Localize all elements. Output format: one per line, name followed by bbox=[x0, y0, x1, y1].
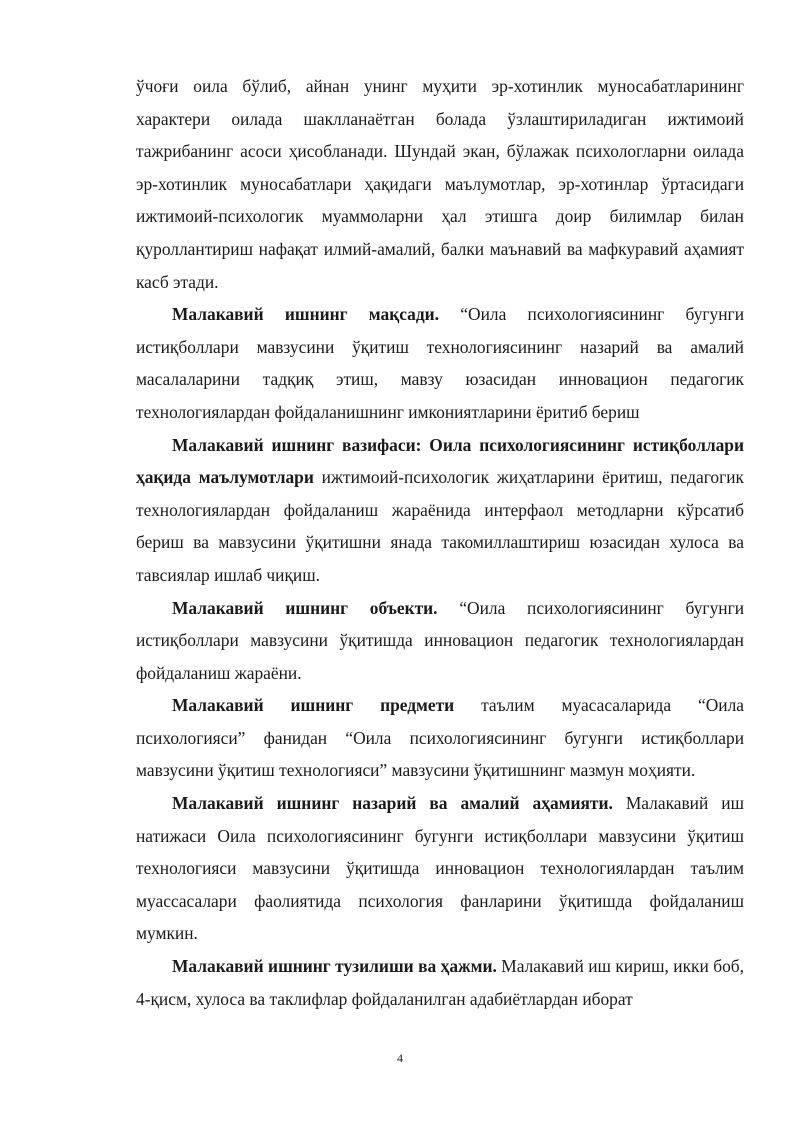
paragraph-tasks bbox=[136, 429, 744, 592]
paragraph-object bbox=[136, 592, 744, 690]
paragraph-text: Малакавий иш кириш, икки боб, 4-қисм, хулоса ва таклифлар фойдаланилган адабиётлардан иборат bbox=[136, 956, 744, 1009]
paragraph-significance bbox=[136, 787, 744, 950]
document-body bbox=[136, 70, 744, 1015]
paragraph-structure bbox=[136, 950, 744, 1015]
paragraph-heading: Малакавий ишнинг объекти. bbox=[172, 597, 438, 618]
paragraph-goal bbox=[136, 298, 744, 428]
paragraph-text: таълим муасасаларида “Оила психологияси” фанидан “Оила психологиясининг бугунги истиқболлари мавзусини ўқитиш технологияси” мавзусини ўқитишнинг мазмун моҳияти. bbox=[136, 695, 744, 781]
page-number: 4 bbox=[397, 1051, 403, 1065]
paragraph-text: ижтимоий-психологик жиҳатларини ёритиш, педагогик технологиялардан фойдаланиш жараёнида интерфаол методларни кўрсатиб бериш ва мавзусини ўқитишни янада такомиллаштириш юзасидан хулоса ва тавсиялар ишлаб чиқиш. bbox=[136, 467, 745, 585]
paragraph-text: “Оила психологиясининг бугунги истиқболлари мавзусини ўқитиш технологиясининг назарий ва амалий масалаларини тадқиқ этиш, мавзу юзасидан инновацион педагогик технологиялардан фойдаланишнинг имкониятларини ёритиб бериш bbox=[136, 304, 744, 422]
paragraph-text: Малакавий иш натижаси Оила психологиясининг бугунги истиқболлари мавзусини ўқитиш технологияси мавзусини ўқитишда инновацион технологиялардан таълим муассасалари фаолиятида психология фанларини ўқитишда фойдаланиш мумкин. bbox=[136, 793, 744, 944]
paragraph-heading: Малакавий ишнинг тузилиши ва ҳажми. bbox=[172, 956, 497, 977]
paragraph-intro-continuation bbox=[136, 70, 744, 298]
paragraph-heading: Малакавий ишнинг предмети bbox=[172, 695, 455, 716]
paragraph-text: ўчоғи оила бўлиб, айнан унинг муҳити эр-хотинлик муносабатларининг характери оилада шаклланаётган болада ўзлаштириладиган ижтимоий тажрибанинг асоси ҳисобланади. Шундай экан, бўлажак психологларни оилада эр-хотинлик муносабатлари ҳақидаги маълумотлар, эр-хотинлар ўртасидаги ижтимоий-психологик муаммоларни ҳал этишга доир билимлар билан қуроллантириш нафақат илмий-амалий, балки маънавий ва мафкуравий аҳамият касб этади. bbox=[136, 76, 744, 292]
paragraph-subject bbox=[136, 689, 744, 787]
paragraph-heading: Малакавий ишнинг назарий ва амалий аҳамияти. bbox=[172, 793, 613, 814]
paragraph-text: “Оила психологиясининг бугунги истиқболлари мавзусини ўқитишда инновацион педагогик технологиялардан фойдаланиш жараёни. bbox=[136, 597, 745, 683]
paragraph-heading: Малакавий ишнинг мақсади. bbox=[172, 304, 440, 325]
paragraph-heading: Малакавий ишнинг вазифаси: Оила психологиясининг истиқболлари ҳақида маълумотлари bbox=[136, 434, 744, 488]
